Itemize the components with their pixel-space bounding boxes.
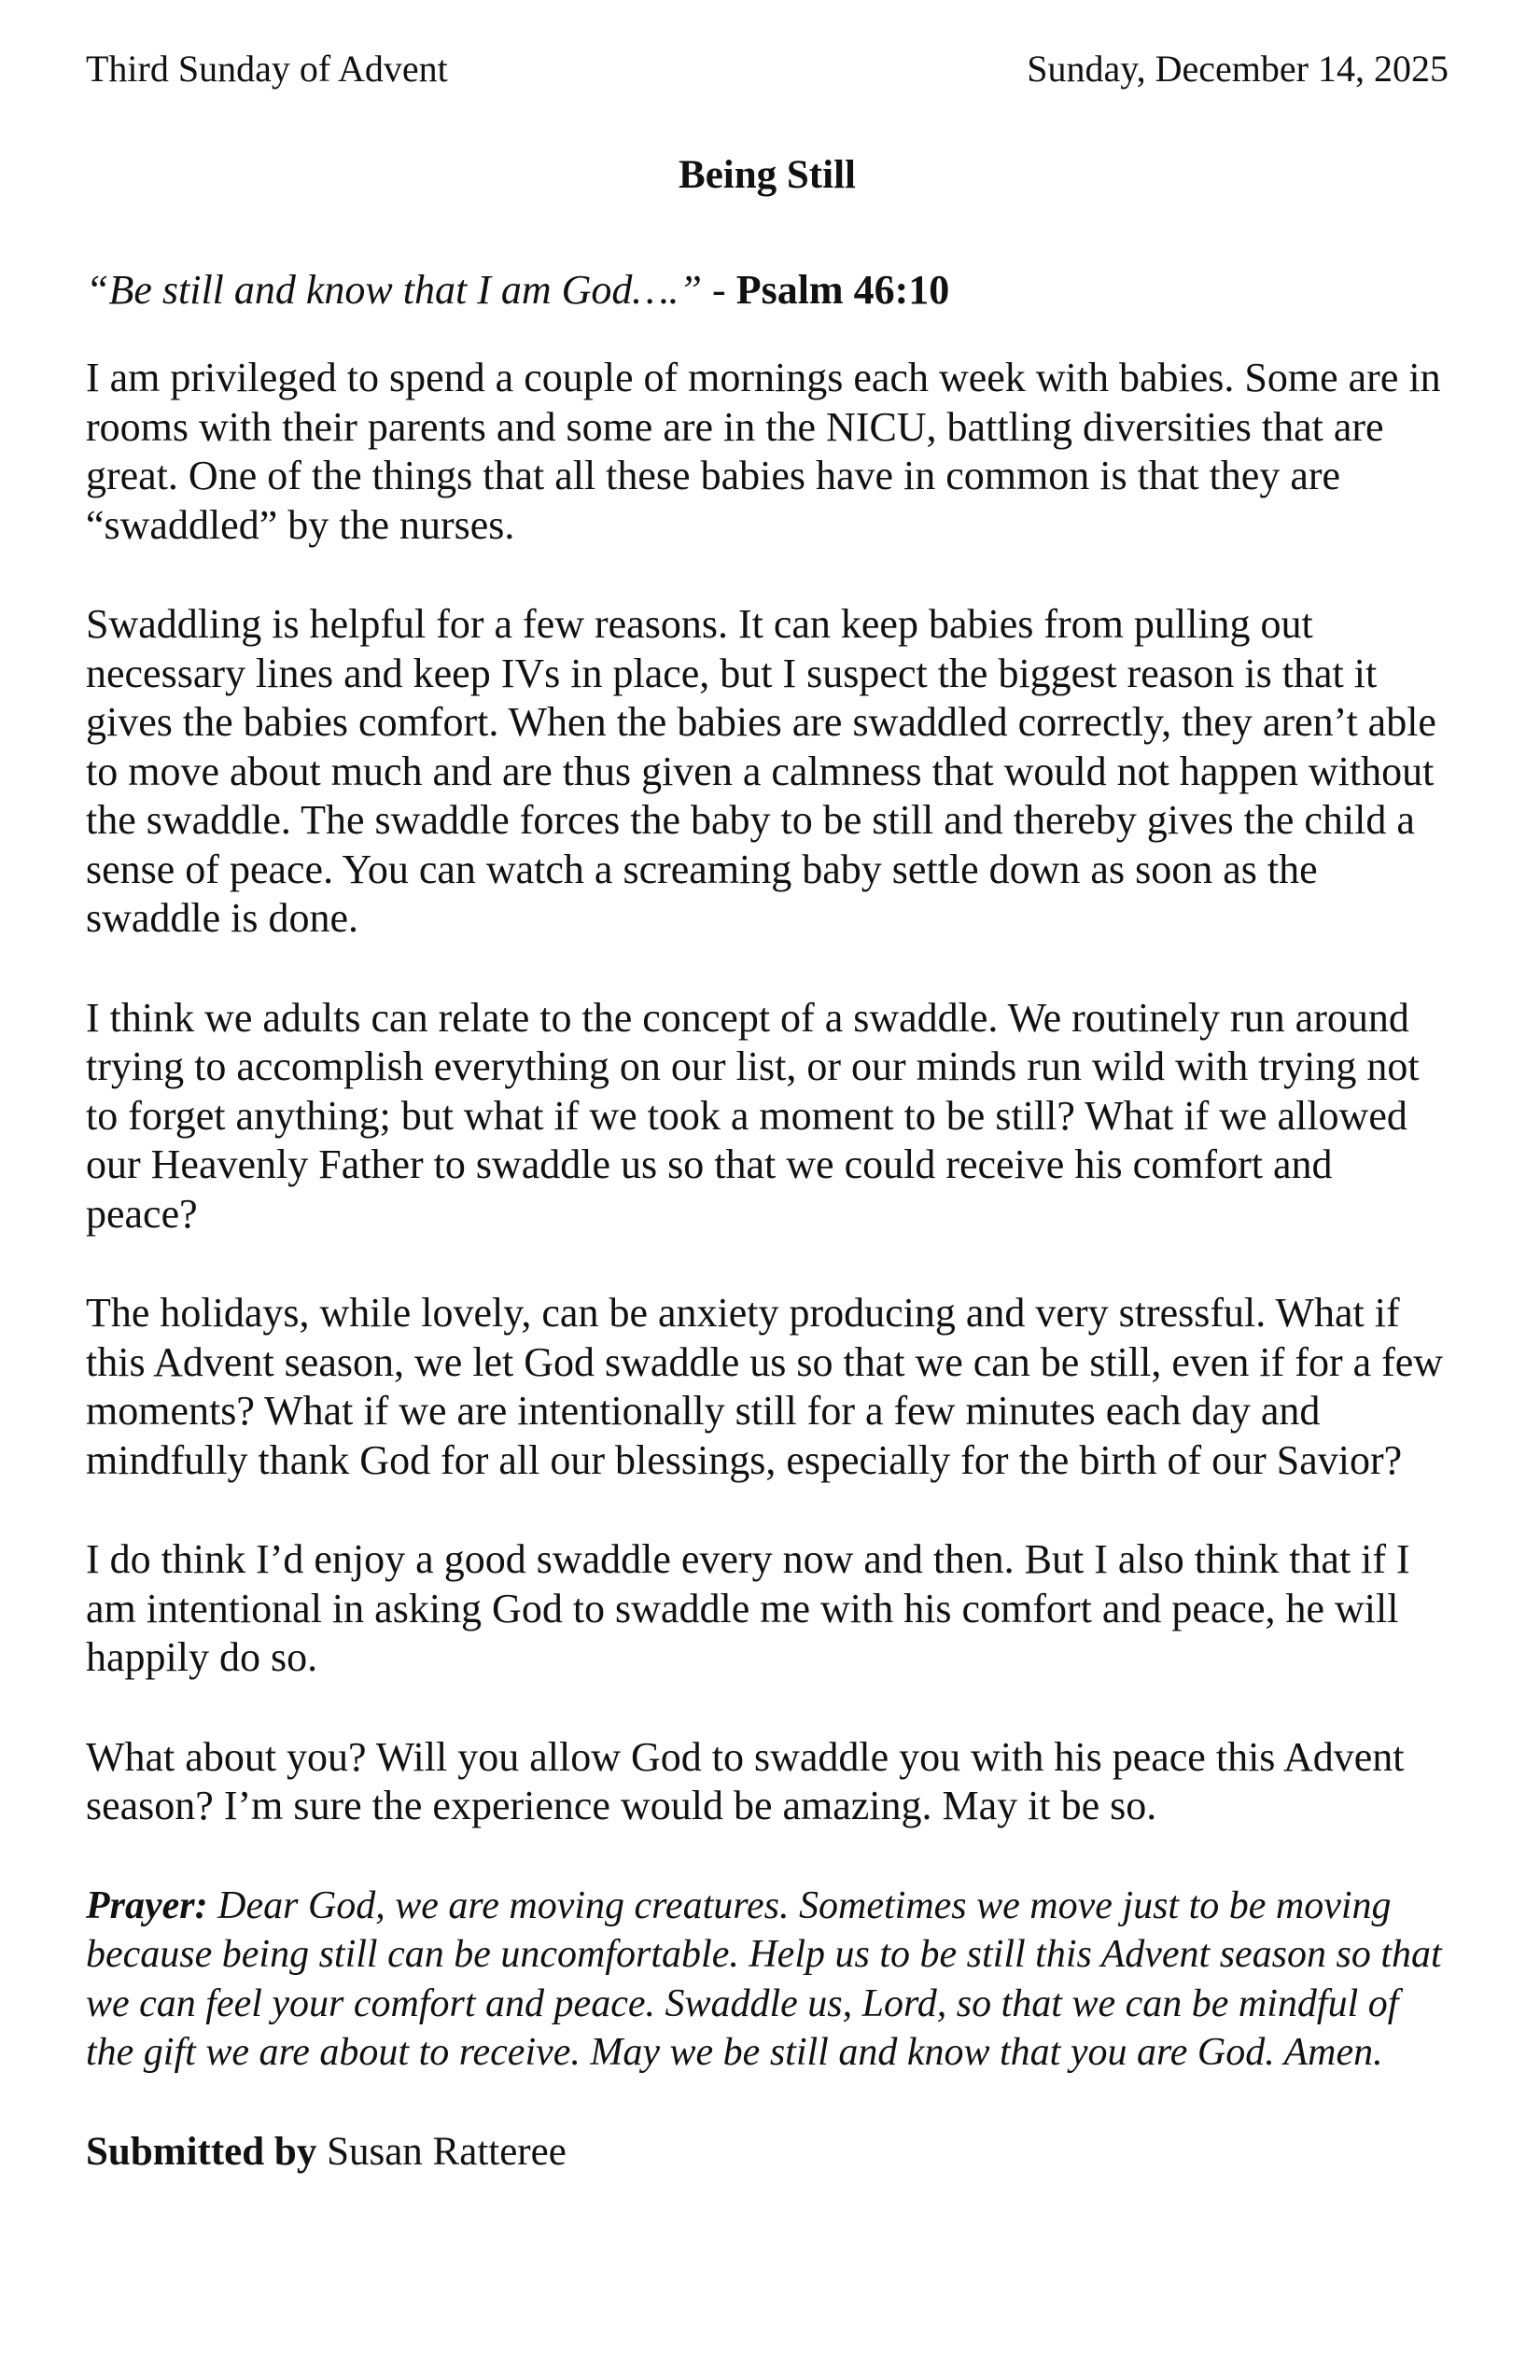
body-paragraph-3: I think we adults can relate to the concept of a swaddle. We routinely run around trying to accomplish everything on our list, or our minds run wild with trying not to forget anything; but what if we took a moment to be still? What if we allowed our Heavenly Father to swaddle us so that we could receive his comfort and peace?	[86, 994, 1420, 1237]
body-paragraph-2: Swaddling is helpful for a few reasons. It can keep babies from pulling out necessary lines and keep IVs in place, but I suspect the biggest reason is that it gives the babies comfort. When the babies are swaddled correctly, they aren’t able to move about much and are thus given a calmness that would not happen without the swaddle. The swaddle forces the baby to be still and thereby gives the child a sense of peace. You can watch a screaming baby settle down as soon as the swaddle is done.	[86, 601, 1436, 941]
submitted-by-label: Submitted by	[86, 2129, 317, 2174]
page-title: Being Still	[679, 153, 856, 197]
prayer-label: Prayer:	[86, 1883, 208, 1927]
date-label: Sunday, December 14, 2025	[1027, 48, 1449, 90]
author-name: Susan Ratteree	[316, 2129, 567, 2174]
scripture-verse	[86, 265, 1449, 315]
occasion-label: Third Sunday of Advent	[86, 48, 448, 90]
verse-separator: -	[702, 267, 736, 313]
verse-quote: “Be still and know that I am God….”	[86, 267, 703, 313]
body-paragraph-6: What about you? Will you allow God to swaddle you with his peace this Advent season? I’m sure the experience would be amazing. May it be so.	[86, 1733, 1405, 1828]
devotional-page	[86, 47, 1449, 2177]
prayer-paragraph	[86, 1882, 1449, 2078]
page-header	[86, 47, 1449, 91]
submitted-by-line	[86, 2128, 1449, 2177]
body-paragraph-5: I do think I’d enjoy a good swaddle every now and then. But I also think that if I am intentional in asking God to swaddle me with his comfort and peace, he will happily do so.	[86, 1536, 1410, 1680]
prayer-text: Dear God, we are moving creatures. Sometimes we move just to be moving because being still can be uncomfortable. Help us to be still this Advent season so that we can feel your comfort and peace. Swaddle us, Lord, so that we can be mindful of the gift we are about to receive. May we be still and know that you are God. Amen.	[86, 1883, 1442, 2074]
verse-reference: Psalm 46:10	[735, 267, 950, 313]
body-paragraph-4: The holidays, while lovely, can be anxiety producing and very stressful. What if this Advent season, we let God swaddle us so that we can be still, even if for a few moments? What if we are intentionally still for a few minutes each day and mindfully thank God for all our blessings, especially for the birth of our Savior?	[86, 1290, 1444, 1483]
body-paragraph-1: I am privileged to spend a couple of mornings each week with babies. Some are in rooms with their parents and some are in the NICU, battling diversities that are great. One of the things that all these babies have in common is that they are “swaddled” by the nurses.	[86, 355, 1441, 548]
